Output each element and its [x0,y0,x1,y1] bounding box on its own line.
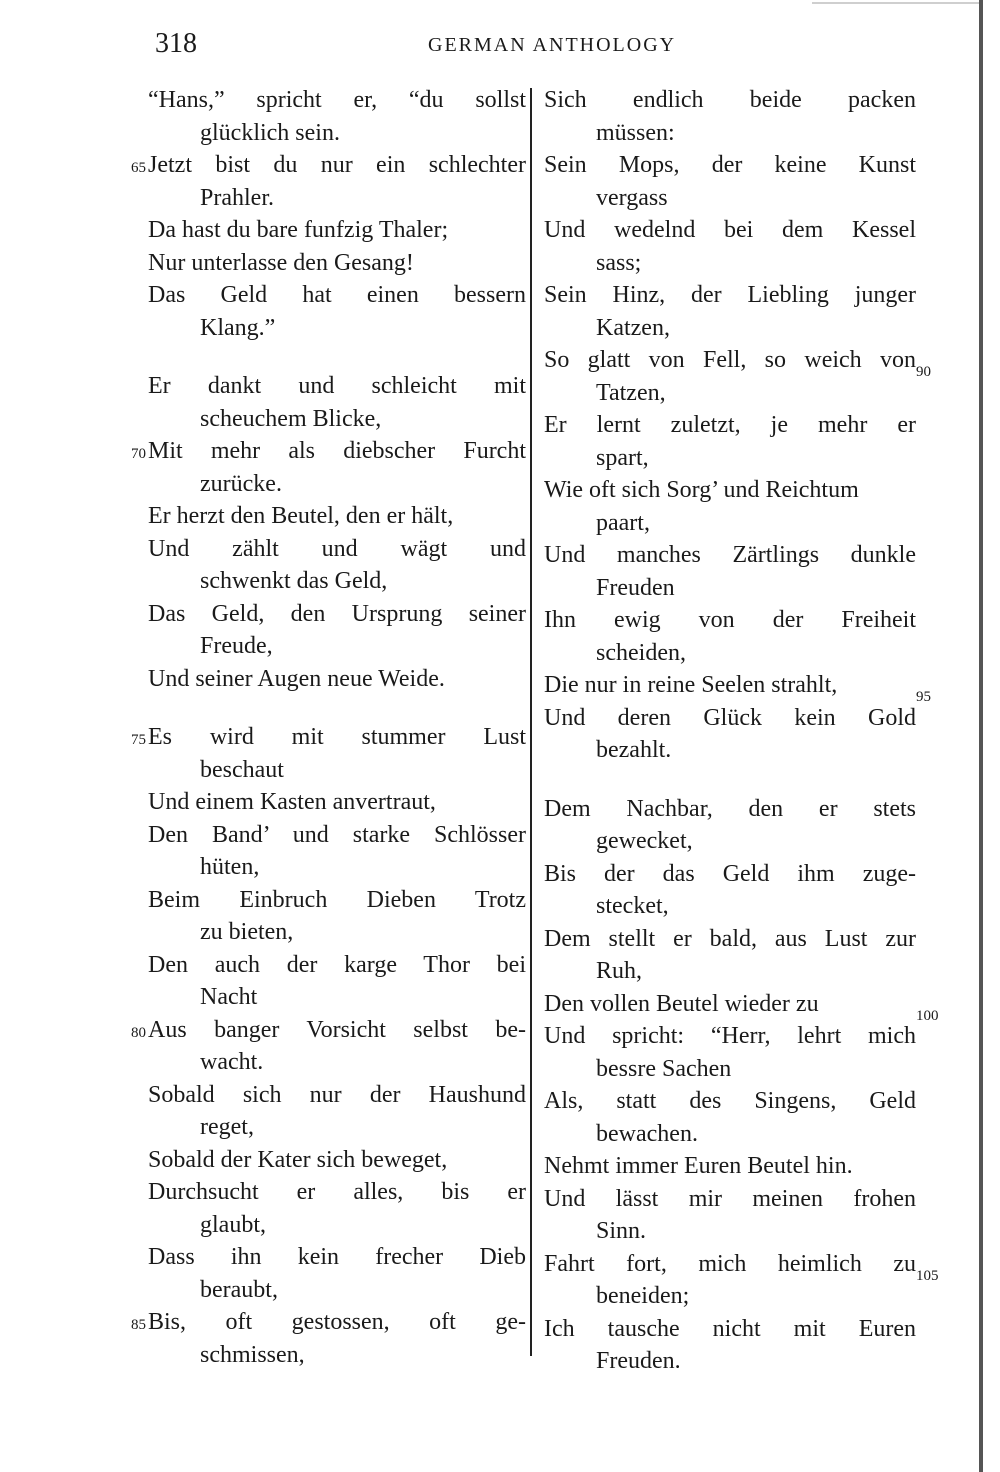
verse-continuation: Ruh, [596,958,643,984]
verse-text: Da hast du bare funfzig Thaler; [148,217,449,243]
verse-continuation: beneiden; [596,1283,690,1309]
verse-line [532,988,939,1024]
verse-continuation: reget, [200,1114,254,1140]
verse-text: Den vollen Beutel wieder zu [544,990,819,1017]
verse-line [100,819,526,884]
line-number: 90 [916,364,931,380]
verse-text: Sobald der Kater sich beweget, [148,1146,448,1173]
verse-line [532,539,916,604]
page-edge [979,0,983,1472]
verse-line [532,1020,916,1085]
verse-continuation: Sinn. [596,1218,647,1244]
line-number: 100 [916,1007,939,1024]
verse-text: Und wedelnd bei dem Kessel [544,217,916,243]
verse-continuation: Freuden. [596,1348,681,1374]
verse-text: Ich tausche nicht mit Euren [544,1315,916,1342]
verse-continuation: zurücke. [200,470,282,497]
line-number: 65 [131,160,146,176]
verse-text: Nur unterlasse den Gesang! [148,249,414,276]
verse-text: Als, statt des Singens, Geld [544,1088,916,1114]
verse-continuation: Katzen, [596,314,670,341]
verse-continuation: Freuden [596,574,675,601]
verse-text: Er dankt und schleicht mit [148,373,526,399]
verse-text: Sobald sich nur der Haushund [148,1081,526,1108]
verse-continuation: Klang.” [200,314,276,341]
verse-line [532,669,931,705]
verse-line [100,500,526,533]
verse-continuation: paart, [596,509,650,536]
line-number: 80 [131,1024,146,1041]
page-header [0,28,1000,68]
verse-line [532,474,916,539]
verse-text: Und seiner Augen neue Weide. [148,665,445,692]
verse-text: Dem stellt er bald, aus Lust zur [544,925,916,952]
verse-text: Jetzt bist du nur ein schlechter [148,152,526,178]
verse-continuation: Freude, [200,633,273,659]
verse-continuation: bessre Sachen [596,1055,732,1082]
verse-continuation: müssen: [596,119,675,146]
left-column [100,84,530,1371]
verse-continuation: beraubt, [200,1276,278,1303]
verse-text: Bis der das Geld ihm zuge- [544,860,916,887]
verse-line [100,1241,526,1306]
verse-text: Und einem Kasten anvertraut, [148,789,436,815]
verse-continuation: schmissen, [200,1341,305,1368]
verse-line [100,786,526,819]
verse-text: Dem Nachbar, den er stets [544,795,916,822]
verse-line [100,149,526,214]
verse-line [100,1079,526,1144]
verse-text: Nehmt immer Euren Beutel hin. [544,1153,853,1179]
verse-line [100,721,526,786]
verse-text: Ihn ewig von der Freiheit [544,607,916,633]
verse-text: Und deren Glück kein Gold [544,704,916,731]
verse-line [532,923,916,988]
verse-line [100,435,526,500]
verse-text: Fahrt fort, mich heimlich zu [544,1250,916,1277]
verse-text: Den auch der karge Thor bei [148,951,526,978]
verse-text: “Hans,” spricht er, “du sollst [148,87,526,113]
verse-line [100,1014,526,1079]
verse-line [100,370,526,435]
verse-line [532,604,916,669]
verse-line [532,702,916,767]
verse-line [100,1144,526,1177]
verse-line [100,214,526,247]
scan-artifact [812,2,982,4]
verse-line [100,949,526,1014]
verse-text: So glatt von Fell, so weich von [544,347,916,373]
verse-line [100,279,526,344]
verse-continuation: spart, [596,444,649,471]
verse-text: Durchsucht er alles, bis er [148,1179,526,1205]
verse-continuation: scheiden, [596,639,686,666]
verse-continuation: zu bieten, [200,919,294,945]
verse-line [100,663,526,696]
verse-line [100,1176,526,1241]
verse-text: Beim Einbruch Dieben Trotz [148,886,526,913]
verse-continuation: beschaut [200,756,284,783]
verse-text: Sein Hinz, der Liebling junger [544,282,916,308]
verse-text: Wie oft sich Sorg’ und Reichtum [544,477,859,503]
verse-continuation: sass; [596,249,642,276]
verse-line [100,1306,526,1371]
verse-line [532,279,916,344]
verse-continuation: vergass [596,184,668,211]
verse-continuation: scheuchem Blicke, [200,405,382,432]
verse-line [532,1183,916,1248]
verse-line [100,247,526,280]
verse-continuation: schwenkt das Geld, [200,568,388,594]
verse-text: Sein Mops, der keine Kunst [544,152,916,178]
right-column [532,84,952,1378]
verse-line [532,344,931,409]
verse-line [532,1248,939,1313]
verse-line [532,1150,916,1183]
verse-line [532,793,916,858]
verse-continuation: Tatzen, [596,379,666,406]
verse-text: Dass ihn kein frecher Dieb [148,1244,526,1270]
verse-line [100,598,526,663]
page-number: 318 [155,28,197,59]
verse-continuation: bezahlt. [596,737,672,763]
line-number: 105 [916,1267,939,1284]
verse-text: Aus banger Vorsicht selbst be- [148,1016,526,1043]
verse-text: Das Geld, den Ursprung seiner [148,600,526,627]
verse-text: Bis, oft gestossen, oft ge- [148,1309,526,1335]
verse-text: Die nur in reine Seelen strahlt, [544,672,838,698]
line-number: 75 [131,732,146,748]
verse-line [100,84,526,149]
verse-text: Den Band’ und starke Schlösser [148,821,526,848]
verse-text: Und spricht: “Herr, lehrt mich [544,1023,916,1049]
verse-line [532,409,916,474]
verse-text: Und zählt und wägt und [148,535,526,562]
verse-line [532,1085,916,1150]
running-title: GERMAN ANTHOLOGY [428,34,677,56]
verse-continuation: Nacht [200,984,258,1010]
verse-line [100,533,526,598]
verse-text: Er herzt den Beutel, den er hält, [148,503,454,529]
verse-text: Das Geld hat einen bessern [148,282,526,308]
verse-continuation: hüten, [200,854,260,880]
verse-line [532,214,916,279]
verse-continuation: Prahler. [200,184,274,211]
verse-text: Es wird mit stummer Lust [148,724,526,750]
verse-continuation: bewachen. [596,1120,698,1147]
verse-continuation: stecket, [596,893,669,919]
verse-line [532,858,916,923]
verse-text: Er lernt zuletzt, je mehr er [544,412,916,438]
verse-text: Und manches Zärtlings dunkle [544,542,916,568]
line-number: 95 [916,689,931,705]
verse-text: Mit mehr als diebscher Furcht [148,438,526,464]
verse-line [532,149,916,214]
verse-line [100,884,526,949]
verse-line [532,1313,916,1378]
verse-continuation: wacht. [200,1049,264,1075]
verse-continuation: glücklich sein. [200,119,340,146]
verse-text: Und lässt mir meinen frohen [544,1185,916,1212]
verse-text: Sich endlich beide packen [544,87,916,113]
verse-continuation: glaubt, [200,1211,266,1238]
verse-line [532,84,916,149]
verse-continuation: gewecket, [596,828,693,854]
line-number: 70 [131,446,146,462]
line-number: 85 [131,1317,146,1333]
